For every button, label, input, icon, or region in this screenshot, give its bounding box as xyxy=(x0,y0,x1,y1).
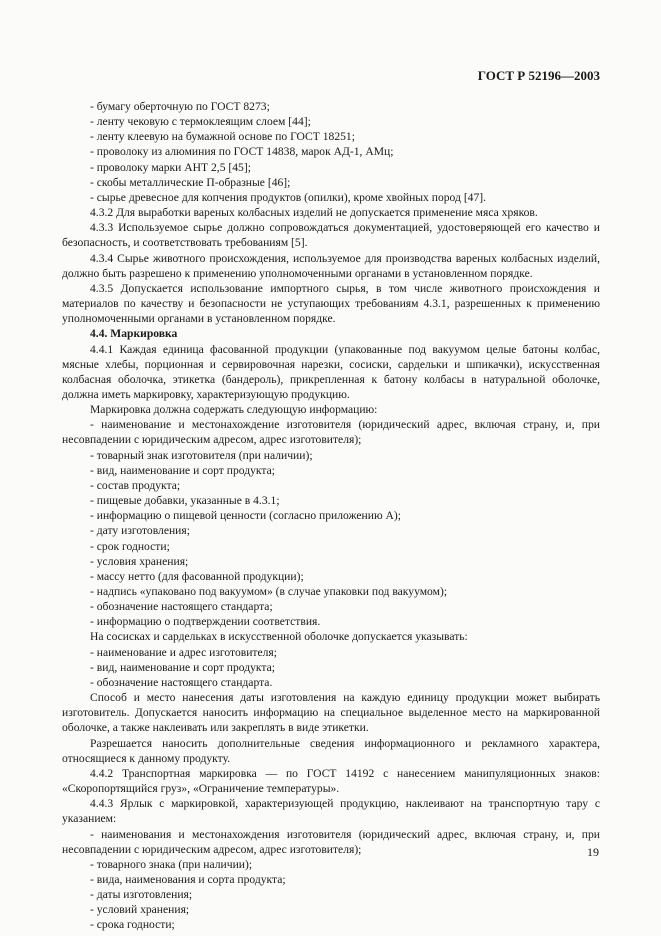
list-item: - сырье древесное для копчения продуктов (опилки), кроме хвойных пород [47]. xyxy=(90,190,487,204)
list-item: - бумагу оберточную по ГОСТ 8273; xyxy=(90,100,270,113)
paragraph: - наименование и местонахождение изготовителя (юридический адрес, включая страну, и, при несовпадении с юридическим адресом, адрес изготовителя); xyxy=(62,418,600,447)
paragraph: 4.3.5 Допускается использование импортного сырья, в том числе животного происхождения и материалов по качеству и безопасности не уступающих требованиям 4.3.1, разрешенных к применению уполномоченными органами в установленном порядке. xyxy=(62,281,600,326)
list-item: На сосисках и сардельках в искусственной оболочке допускается указывать: xyxy=(90,630,468,644)
list-item: - вид, наименование и сорт продукта; xyxy=(90,660,275,674)
list-item: - пищевые добавки, указанные в 4.3.1; xyxy=(90,494,280,508)
section-heading: 4.4. Маркировка xyxy=(90,327,178,341)
list-item: - срока годности; xyxy=(90,918,175,932)
paragraph: 4.3.2 Для выработки вареных колбасных изделий не допускается применение мяса хряков. xyxy=(90,206,538,220)
list-item: - ленту чековую с термоклеящим слоем [44]; xyxy=(90,115,311,129)
list-item: - обозначение настоящего стандарта. xyxy=(90,675,273,689)
paragraph: Способ и место нанесения даты изготовления на каждую единицу продукции может выбирать изготовитель. Допускается наносить информацию на специальное выделенное место на маркированной оболочке, а также наклеивать или закреплять в виде этикетки. xyxy=(62,691,600,735)
list-item: - состав продукта; xyxy=(90,478,181,492)
list-item: - наименование и адрес изготовителя; xyxy=(90,645,277,659)
list-item: - ленту клеевую на бумажной основе по ГОСТ 18251; xyxy=(90,130,355,144)
list-item: - дату изготовления; xyxy=(90,524,190,538)
list-item: - проволоку марки АНТ 2,5 [45]; xyxy=(90,160,251,174)
paragraph: 4.4.1 Каждая единица фасованной продукции (упакованные под вакуумом целые батоны колбас, мясные хлебы, порционная и сервировочная нарезки, сосиски, сардельки и шпикачки), искусственная колбасная оболочка, этикетка (бандероль), прикрепленная к батону колбасы в натуральной оболочке, должна иметь маркировку, характеризующую продукцию. xyxy=(62,342,600,401)
list-item: - обозначение настоящего стандарта; xyxy=(90,600,273,614)
paragraph: 4.3.4 Сырье животного происхождения, используемое для производства вареных колбасных изделий, должно быть разрешено к применению уполномоченными органами в установленном порядке. xyxy=(62,251,600,280)
list-item: - товарный знак изготовителя (при наличии); xyxy=(90,448,313,462)
list-item: - даты изготовления; xyxy=(90,888,193,902)
paragraph: 4.3.3 Используемое сырье должно сопровождаться документацией, удостоверяющей его качество и безопасность, и соответствовать требованиям [5]. xyxy=(62,221,600,250)
list-item: - информацию о пищевой ценности (согласно приложению А); xyxy=(90,509,401,523)
list-item: - скобы металлические П-образные [46]; xyxy=(90,175,291,189)
paragraph: - наименования и местонахождения изготовителя (юридический адрес, включая страну, и, при несовпадении с юридическим адресом, адрес изготовителя); xyxy=(62,827,600,856)
list-item: - надпись «упаковано под вакуумом» (в случае упаковки под вакуумом); xyxy=(90,585,448,598)
document-body xyxy=(62,99,600,933)
list-item: - вид, наименование и сорт продукта; xyxy=(90,463,275,477)
list-item: - информацию о подтверждении соответствия. xyxy=(90,615,321,629)
list-item: - товарного знака (при наличии); xyxy=(90,857,253,871)
list-item: - массу нетто (для фасованной продукции); xyxy=(90,569,304,583)
list-item: - условия хранения; xyxy=(90,554,189,568)
paragraph: Разрешается наносить дополнительные сведения информационного и рекламного характера, относящиеся к данному продукту. xyxy=(62,736,600,765)
document-header: ГОСТ Р 52196—2003 xyxy=(477,68,600,83)
list-item: - срок годности; xyxy=(90,539,170,553)
paragraph: Маркировка должна содержать следующую информацию: xyxy=(90,403,378,417)
paragraph: 4.4.3 Ярлык с маркировкой, характеризующей продукцию, наклеивают на транспортную тару с указанием: xyxy=(62,797,600,826)
list-item: - проволоку из алюминия по ГОСТ 14838, марок АД-1, АМц; xyxy=(90,145,394,159)
page-number: 19 xyxy=(587,845,599,859)
list-item: - вида, наименования и сорта продукта; xyxy=(90,872,286,886)
paragraph: 4.4.2 Транспортная маркировка — по ГОСТ 14192 с нанесением манипуляционных знаков: «Скоропортящийся груз», «Ограничение температуры». xyxy=(62,766,600,796)
list-item: - условий хранения; xyxy=(90,903,190,917)
